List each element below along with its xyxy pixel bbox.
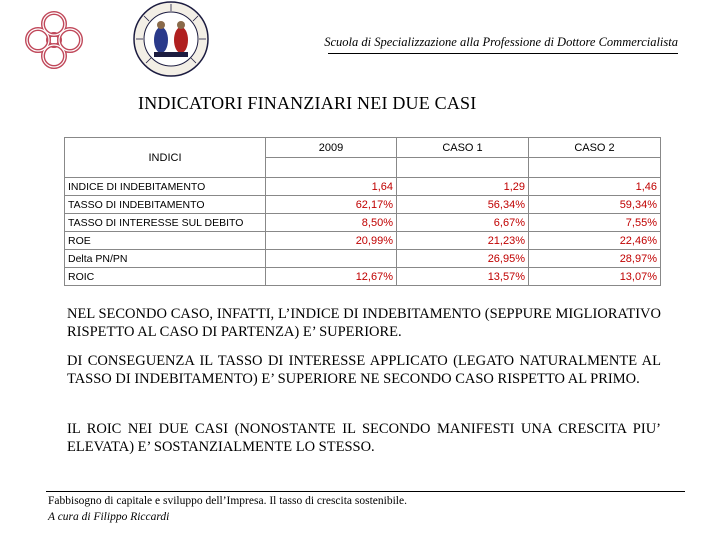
table-row xyxy=(65,196,661,214)
paragraph-3: IL ROIC NEI DUE CASI (NONOSTANTE IL SECONDO MANIFESTI UNA CRESCITA PIU’ ELEVATA) E’ SOSTANZIALMENTE LO STESSO. xyxy=(67,421,661,455)
table-row xyxy=(65,178,661,196)
table-row xyxy=(65,214,661,232)
header-caso1-blank xyxy=(397,158,529,178)
header-indici: INDICI xyxy=(65,138,266,178)
indicators-table-container xyxy=(64,137,662,281)
school-header: Scuola di Specializzazione alla Professione di Dottore Commercialista xyxy=(324,35,678,49)
value-caso1: 6,67% xyxy=(397,214,529,232)
value-caso2: 1,46 xyxy=(529,178,661,196)
table-row xyxy=(65,250,661,268)
value-caso1: 1,29 xyxy=(397,178,529,196)
value-caso1: 26,95% xyxy=(397,250,529,268)
header-caso1: CASO 1 xyxy=(397,138,529,158)
paragraph-2: DI CONSEGUENZA IL TASSO DI INTERESSE APPLICATO (LEGATO NATURALMENTE AL TASSO DI INDEBITAMENTO) E’ SUPERIORE NE SECONDO CASO RISPETTO AL PRIMO. xyxy=(67,353,661,387)
row-label: ROE xyxy=(65,232,266,250)
value-caso2: 28,97% xyxy=(529,250,661,268)
value-caso1: 21,23% xyxy=(397,232,529,250)
row-label: Delta PN/PN xyxy=(65,250,266,268)
row-label: INDICE DI INDEBITAMENTO xyxy=(65,178,266,196)
header-caso2-blank xyxy=(529,158,661,178)
indicators-table xyxy=(64,137,661,286)
knot-emblem-logo xyxy=(18,4,90,76)
page-title: INDICATORI FINANZIARI NEI DUE CASI xyxy=(138,93,477,113)
value-caso1: 13,57% xyxy=(397,268,529,286)
order-seal-logo xyxy=(132,0,210,78)
value-caso1: 56,34% xyxy=(397,196,529,214)
value-2009 xyxy=(266,250,397,268)
value-caso2: 22,46% xyxy=(529,232,661,250)
footer-title: Fabbisogno di capitale e sviluppo dell’Impresa. Il tasso di crescita sostenibile. xyxy=(48,495,407,507)
value-2009: 8,50% xyxy=(266,214,397,232)
table-row xyxy=(65,268,661,286)
header-caso2: CASO 2 xyxy=(529,138,661,158)
value-2009: 1,64 xyxy=(266,178,397,196)
value-2009: 62,17% xyxy=(266,196,397,214)
value-2009: 12,67% xyxy=(266,268,397,286)
header-2009-blank xyxy=(266,158,397,178)
table-row xyxy=(65,232,661,250)
row-label: ROIC xyxy=(65,268,266,286)
header-2009: 2009 xyxy=(266,138,397,158)
header-divider xyxy=(328,53,678,54)
paragraph-1: NEL SECONDO CASO, INFATTI, L’INDICE DI INDEBITAMENTO (SEPPURE MIGLIORATIVO RISPETTO AL CASO DI PARTENZA) E’ SUPERIORE. xyxy=(67,306,661,340)
row-label: TASSO DI INTERESSE SUL DEBITO xyxy=(65,214,266,232)
footer-divider xyxy=(46,491,685,492)
value-caso2: 59,34% xyxy=(529,196,661,214)
value-2009: 20,99% xyxy=(266,232,397,250)
value-caso2: 13,07% xyxy=(529,268,661,286)
footer-author: A cura di Filippo Riccardi xyxy=(48,511,170,523)
row-label: TASSO DI INDEBITAMENTO xyxy=(65,196,266,214)
value-caso2: 7,55% xyxy=(529,214,661,232)
